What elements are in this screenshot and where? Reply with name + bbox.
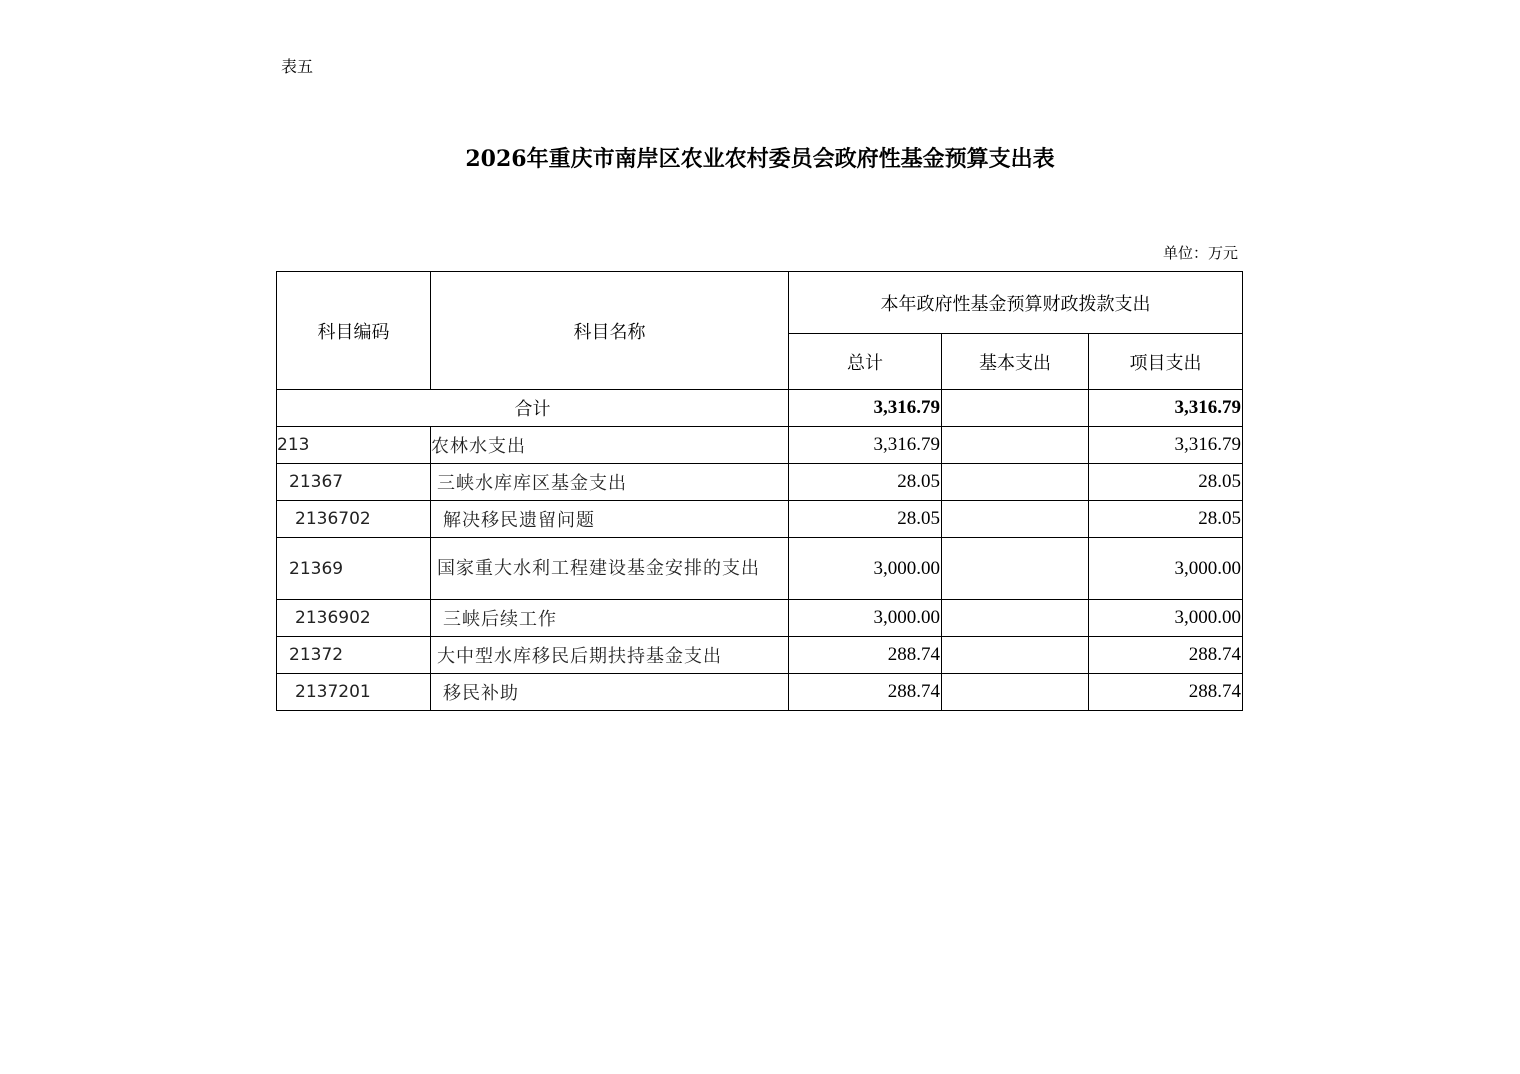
header-name: 科目名称 [431,272,789,390]
row-total: 3,316.79 [789,427,942,464]
row-code: 213 [277,427,431,464]
row-project: 3,000.00 [1089,538,1243,600]
row-project: 28.05 [1089,501,1243,538]
row-name: 移民补助 [431,674,789,711]
header-project: 项目支出 [1089,334,1243,390]
table-row [277,501,1243,538]
row-total: 3,000.00 [789,538,942,600]
row-name: 大中型水库移民后期扶持基金支出 [431,637,789,674]
row-code: 21369 [277,538,431,600]
row-basic [942,538,1089,600]
row-basic [942,427,1089,464]
row-name: 三峡后续工作 [431,600,789,637]
row-total: 28.05 [789,464,942,501]
row-name: 国家重大水利工程建设基金安排的支出 [431,538,789,600]
table-row [277,538,1243,600]
header-group: 本年政府性基金预算财政拨款支出 [789,272,1243,334]
row-basic [942,637,1089,674]
page-label: 表五 [281,57,314,76]
row-code: 21367 [277,464,431,501]
header-total: 总计 [789,334,942,390]
total-project: 3,316.79 [1089,390,1243,427]
row-code: 2136902 [277,600,431,637]
total-basic [942,390,1089,427]
row-project: 3,316.79 [1089,427,1243,464]
row-code: 2137201 [277,674,431,711]
row-project: 288.74 [1089,674,1243,711]
total-row [277,390,1243,427]
row-project: 288.74 [1089,637,1243,674]
total-total: 3,316.79 [789,390,942,427]
row-code: 2136702 [277,501,431,538]
table-row [277,674,1243,711]
page-title: 2026年重庆市南岸区农业农村委员会政府性基金预算支出表 [465,146,1055,172]
row-basic [942,674,1089,711]
row-basic [942,600,1089,637]
row-project: 28.05 [1089,464,1243,501]
table-row [277,464,1243,501]
row-project: 3,000.00 [1089,600,1243,637]
row-total: 3,000.00 [789,600,942,637]
header-code: 科目编码 [277,272,431,390]
row-total: 288.74 [789,637,942,674]
row-basic [942,464,1089,501]
unit-label: 单位：万元 [1162,244,1238,262]
table-row [277,600,1243,637]
row-name: 解决移民遗留问题 [431,501,789,538]
row-name: 农林水支出 [431,427,789,464]
budget-table [276,271,1243,711]
row-total: 28.05 [789,501,942,538]
row-basic [942,501,1089,538]
total-label: 合计 [277,390,789,427]
row-name: 三峡水库库区基金支出 [431,464,789,501]
table-row [277,427,1243,464]
header-basic: 基本支出 [942,334,1089,390]
row-total: 288.74 [789,674,942,711]
row-code: 21372 [277,637,431,674]
table-row [277,637,1243,674]
